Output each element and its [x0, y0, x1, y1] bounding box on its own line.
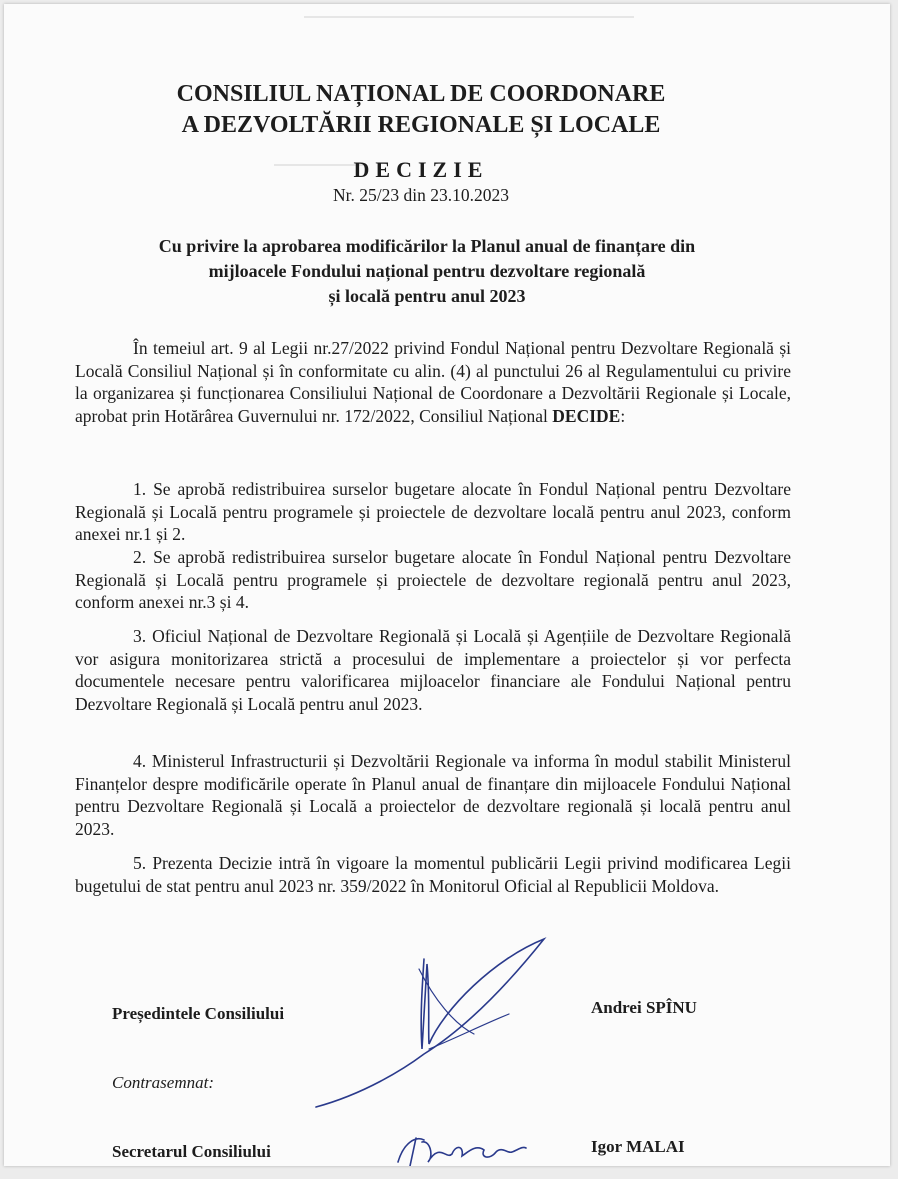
- decision-point-text: 4. Ministerul Infrastructurii și Dezvoltării Regionale va informa în modul stabilit Ministerul Finanțelor despre modificările operate în Planul anual de finanțare din mijloacele Fondului Național pentru Dezvoltare Regională și Locală a proiectelor de dezvoltare regională și locală pentru anul 2023.: [75, 751, 791, 839]
- preamble-text: În temeiul art. 9 al Legii nr.27/2022 privind Fondul Național pentru Dezvoltare Regională și Locală Consiliul Național și în conformitate cu alin. (4) al punctului 26 al Regulamentului cu privire la organizarea și funcționarea Consiliului Național de Coordonare a Dezvoltării Regionale și Locale, aprobat prin Hotărârea Guvernului nr. 172/2022, Consiliul Național: [75, 338, 791, 426]
- decision-point-text: 3. Oficiul Național de Dezvoltare Regională și Locală și Agențiile de Dezvoltare Regională vor asigura monitorizarea strictă a procesului de implementare a proiectelor și vor perfecta documentele necesare pentru valorificarea mijloacelor financiare ale Fondului Național pentru Dezvoltare Regională și Locală pentru anul 2023.: [75, 626, 791, 714]
- decision-point-text: 5. Prezenta Decizie intră în vigoare la momentul publicării Legii privind modificarea Legii bugetului de stat pentru anul 2023 nr. 359/2022 în Monitorul Oficial al Republicii Moldova.: [75, 853, 791, 896]
- signature-stroke: [398, 1138, 526, 1166]
- signature-stroke: [316, 939, 544, 1107]
- decide-keyword: DECIDE: [552, 405, 621, 426]
- document-type-title: DECIZIE: [353, 157, 489, 182]
- countersigned-label: Contrasemnat:: [112, 1073, 214, 1092]
- secretary-signature: [394, 1132, 544, 1166]
- subject-line1: Cu privire la aprobarea modificărilor la Planul anual de finanțare din: [158, 236, 696, 256]
- preamble-colon: :: [620, 405, 626, 426]
- institution-title: [4, 79, 864, 141]
- decision-number: Nr. 25/23 din 23.10.2023: [333, 185, 509, 205]
- decision-point-2: [75, 546, 791, 614]
- subject-line3: și locală pentru anul 2023: [328, 286, 526, 306]
- decision-point-1: [75, 478, 791, 546]
- president-label: Președintele Consiliului: [112, 1004, 285, 1023]
- decision-point-5: [75, 852, 791, 897]
- document-page: [4, 4, 890, 1166]
- decision-point-text: 1. Se aprobă redistribuirea surselor bugetare alocate în Fondul Național pentru Dezvoltare Regională și Locală pentru programele și proiectele de dezvoltare locală pentru anul 2023, conform anexei nr.1 și 2.: [75, 479, 791, 545]
- secretary-label: Secretarul Consiliului: [112, 1142, 271, 1161]
- scan-mark: [304, 16, 634, 18]
- subject-line2: mijloacele Fondului național pentru dezvoltare regională: [208, 261, 646, 281]
- institution-title-line1: CONSILIUL NAȚIONAL DE COORDONARE: [176, 81, 666, 107]
- decision-point-4: [75, 750, 791, 840]
- preamble-paragraph: [75, 337, 791, 427]
- president-signature: [304, 929, 564, 1119]
- president-name: Andrei SPÎNU: [591, 998, 697, 1017]
- institution-title-line2: A DEZVOLTĂRII REGIONALE ȘI LOCALE: [181, 112, 661, 138]
- secretary-name: Igor MALAI: [591, 1137, 685, 1156]
- decision-point-text: 2. Se aprobă redistribuirea surselor bugetare alocate în Fondul Național pentru Dezvoltare Regională și Locală pentru programele și proiectele de dezvoltare regională pentru anul 2023, conform anexei nr.3 și 4.: [75, 547, 791, 613]
- decision-subject: [4, 234, 870, 309]
- decision-point-3: [75, 625, 791, 715]
